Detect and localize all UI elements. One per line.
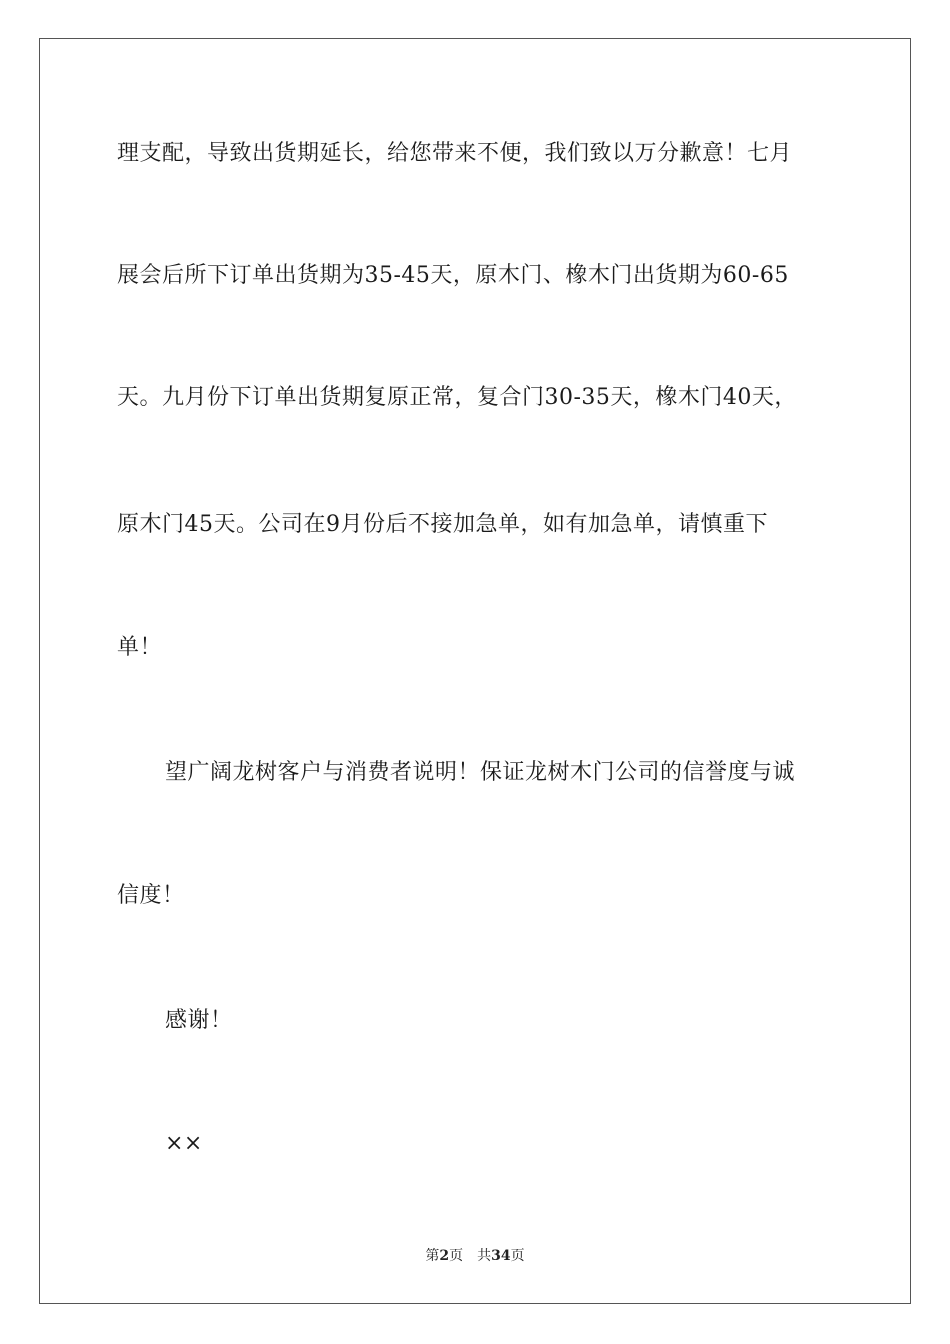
- footer-total-suffix: 页: [510, 1248, 525, 1264]
- body-line-7: 信度！: [117, 883, 185, 908]
- footer-page-total: 34: [491, 1248, 511, 1264]
- body-line-4: 原木门45天。公司在9月份后不接加急单，如有加急单，请慎重下: [117, 512, 768, 537]
- page-border: [39, 38, 911, 1304]
- signature-placeholder: ××: [165, 1131, 203, 1156]
- closing-thanks: 感谢！: [165, 1008, 233, 1033]
- body-line-6: 望广阔龙树客户与消费者说明！保证龙树木门公司的信誉度与诚: [165, 760, 796, 785]
- page-footer: [0, 1247, 950, 1265]
- body-line-5: 单！: [117, 635, 163, 660]
- body-line-2: 展会后所下订单出货期为35-45天，原木门、橡木门出货期为60-65: [117, 263, 789, 288]
- footer-total-prefix: 共: [477, 1248, 492, 1264]
- footer-page-prefix: 第: [425, 1248, 440, 1264]
- body-line-3: 天。九月份下订单出货期复原正常，复合门30-35天，橡木门40天，: [117, 385, 797, 410]
- footer-page-suffix: 页: [449, 1248, 464, 1264]
- footer-page-current: 2: [439, 1248, 450, 1264]
- body-line-1: 理支配，导致出货期延长，给您带来不便，我们致以万分歉意！七月: [117, 141, 793, 166]
